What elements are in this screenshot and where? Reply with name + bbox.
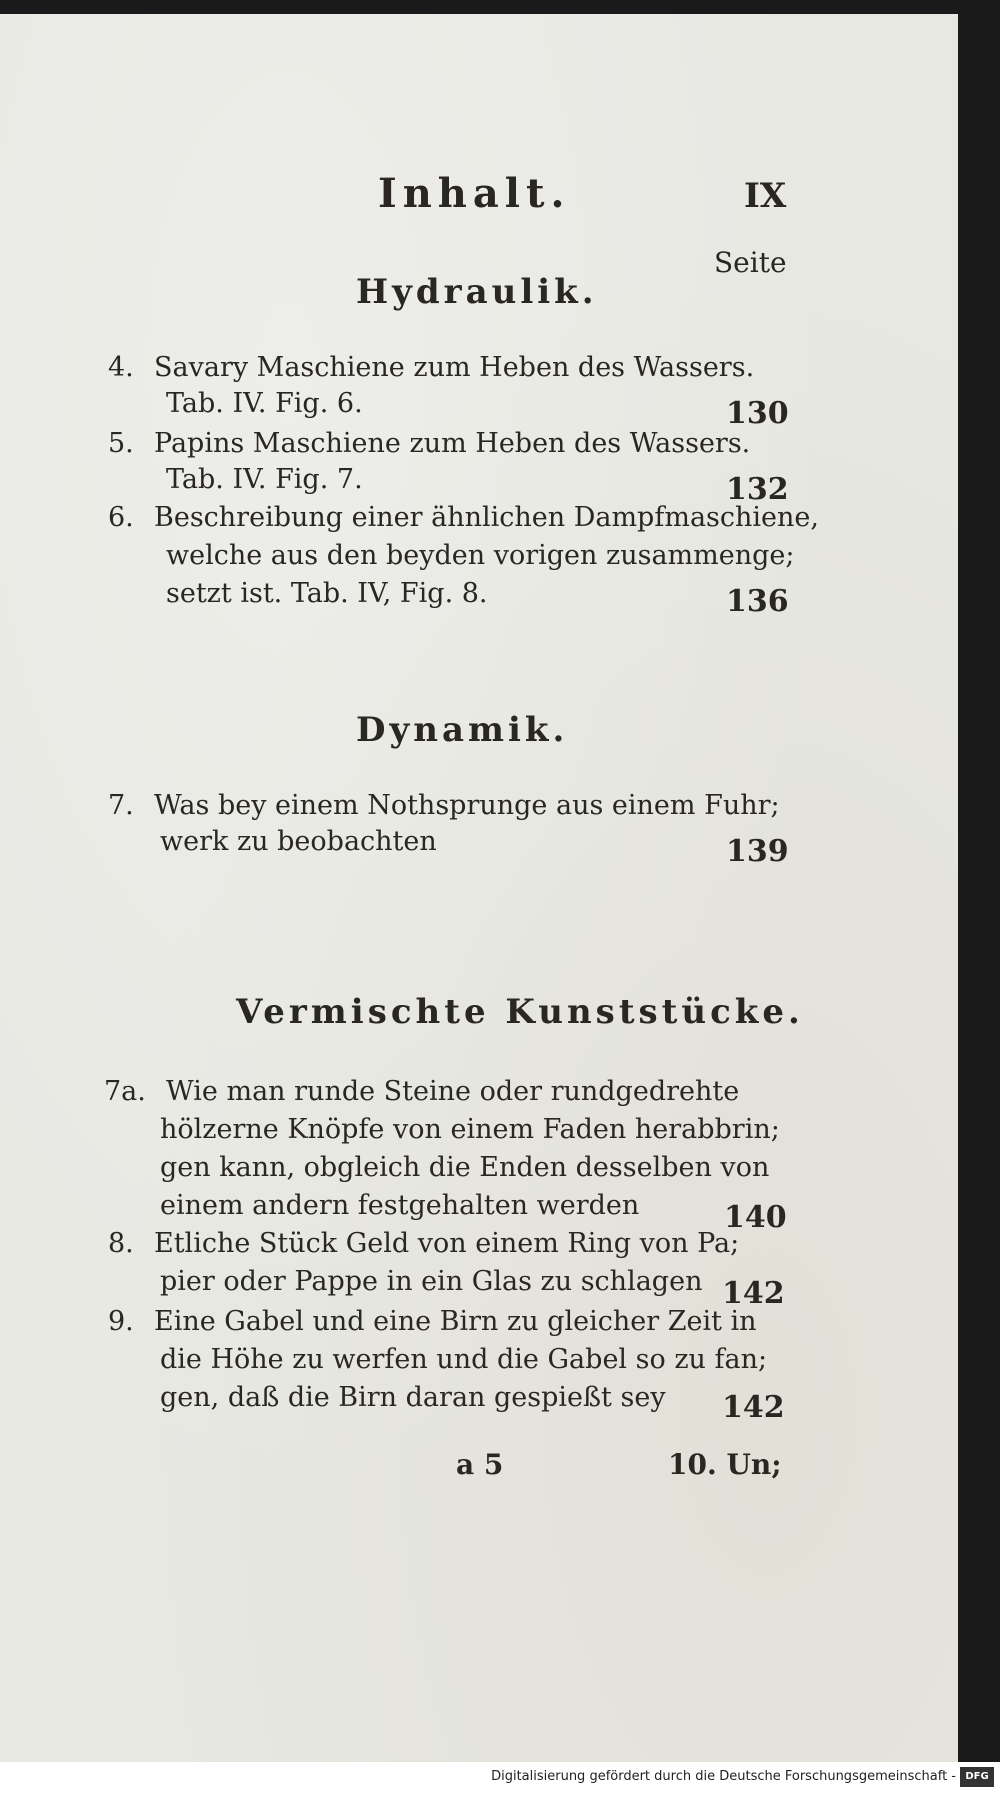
- entry-line: die Höhe zu werfen und die Gabel so zu fan;: [160, 1344, 768, 1375]
- page-column-label: Seite: [714, 246, 787, 279]
- entry-number: 7a.: [104, 1076, 146, 1107]
- entry-line: Papins Maschiene zum Heben des Wassers.: [154, 428, 751, 459]
- book-page: [0, 14, 958, 1762]
- entry-page: 139: [726, 834, 789, 869]
- entry-number: 9.: [108, 1306, 134, 1337]
- page-number: IX: [744, 176, 787, 216]
- entry-line: Beschreibung einer ähnlichen Dampfmaschiene,: [154, 502, 819, 533]
- entry-line: Wie man runde Steine oder rundgedrehte: [166, 1076, 740, 1107]
- entry-number: 6.: [108, 502, 134, 533]
- page-title: Inhalt.: [378, 170, 571, 217]
- entry-page: 130: [726, 396, 789, 431]
- entry-line: einem andern festgehalten werden: [160, 1190, 640, 1221]
- entry-line: Savary Maschiene zum Heben des Wassers.: [154, 352, 755, 383]
- entry-page: 142: [722, 1276, 785, 1311]
- entry-page: 132: [726, 472, 789, 507]
- entry-page: 142: [722, 1390, 785, 1425]
- entry-line: welche aus den beyden vorigen zusammenge;: [166, 540, 795, 571]
- section-title: Dynamik.: [356, 710, 569, 750]
- entry-line: hölzerne Knöpfe von einem Faden herabbrin;: [160, 1114, 780, 1145]
- section-title: Hydraulik.: [356, 272, 598, 312]
- entry-number: 5.: [108, 428, 134, 459]
- credit-text: Digitalisierung gefördert durch die Deutsche Forschungsgemeinschaft -: [491, 1769, 956, 1784]
- entry-number: 7.: [108, 790, 134, 821]
- signature-mark: a 5: [456, 1448, 504, 1481]
- entry-line: Tab. IV. Fig. 6.: [166, 388, 363, 419]
- entry-number: 8.: [108, 1228, 134, 1259]
- entry-line: setzt ist. Tab. IV, Fig. 8.: [166, 578, 488, 609]
- entry-line: gen, daß die Birn daran gespießt sey: [160, 1382, 666, 1413]
- catchword: 10. Un;: [668, 1448, 782, 1481]
- section-title: Vermischte Kunststücke.: [236, 992, 804, 1032]
- dfg-logo: DFG: [960, 1767, 994, 1787]
- entry-line: gen kann, obgleich die Enden desselben von: [160, 1152, 770, 1183]
- entry-line: Was bey einem Nothsprunge aus einem Fuhr;: [154, 790, 780, 821]
- entry-line: Tab. IV. Fig. 7.: [166, 464, 363, 495]
- entry-number: 4.: [108, 352, 134, 383]
- credit-bar: [0, 1762, 1000, 1793]
- entry-line: werk zu beobachten: [160, 826, 437, 857]
- entry-page: 136: [726, 584, 789, 619]
- entry-line: pier oder Pappe in ein Glas zu schlagen: [160, 1266, 703, 1297]
- entry-line: Eine Gabel und eine Birn zu gleicher Zeit in: [154, 1306, 757, 1337]
- entry-page: 140: [724, 1200, 787, 1235]
- entry-line: Etliche Stück Geld von einem Ring von Pa;: [154, 1228, 740, 1259]
